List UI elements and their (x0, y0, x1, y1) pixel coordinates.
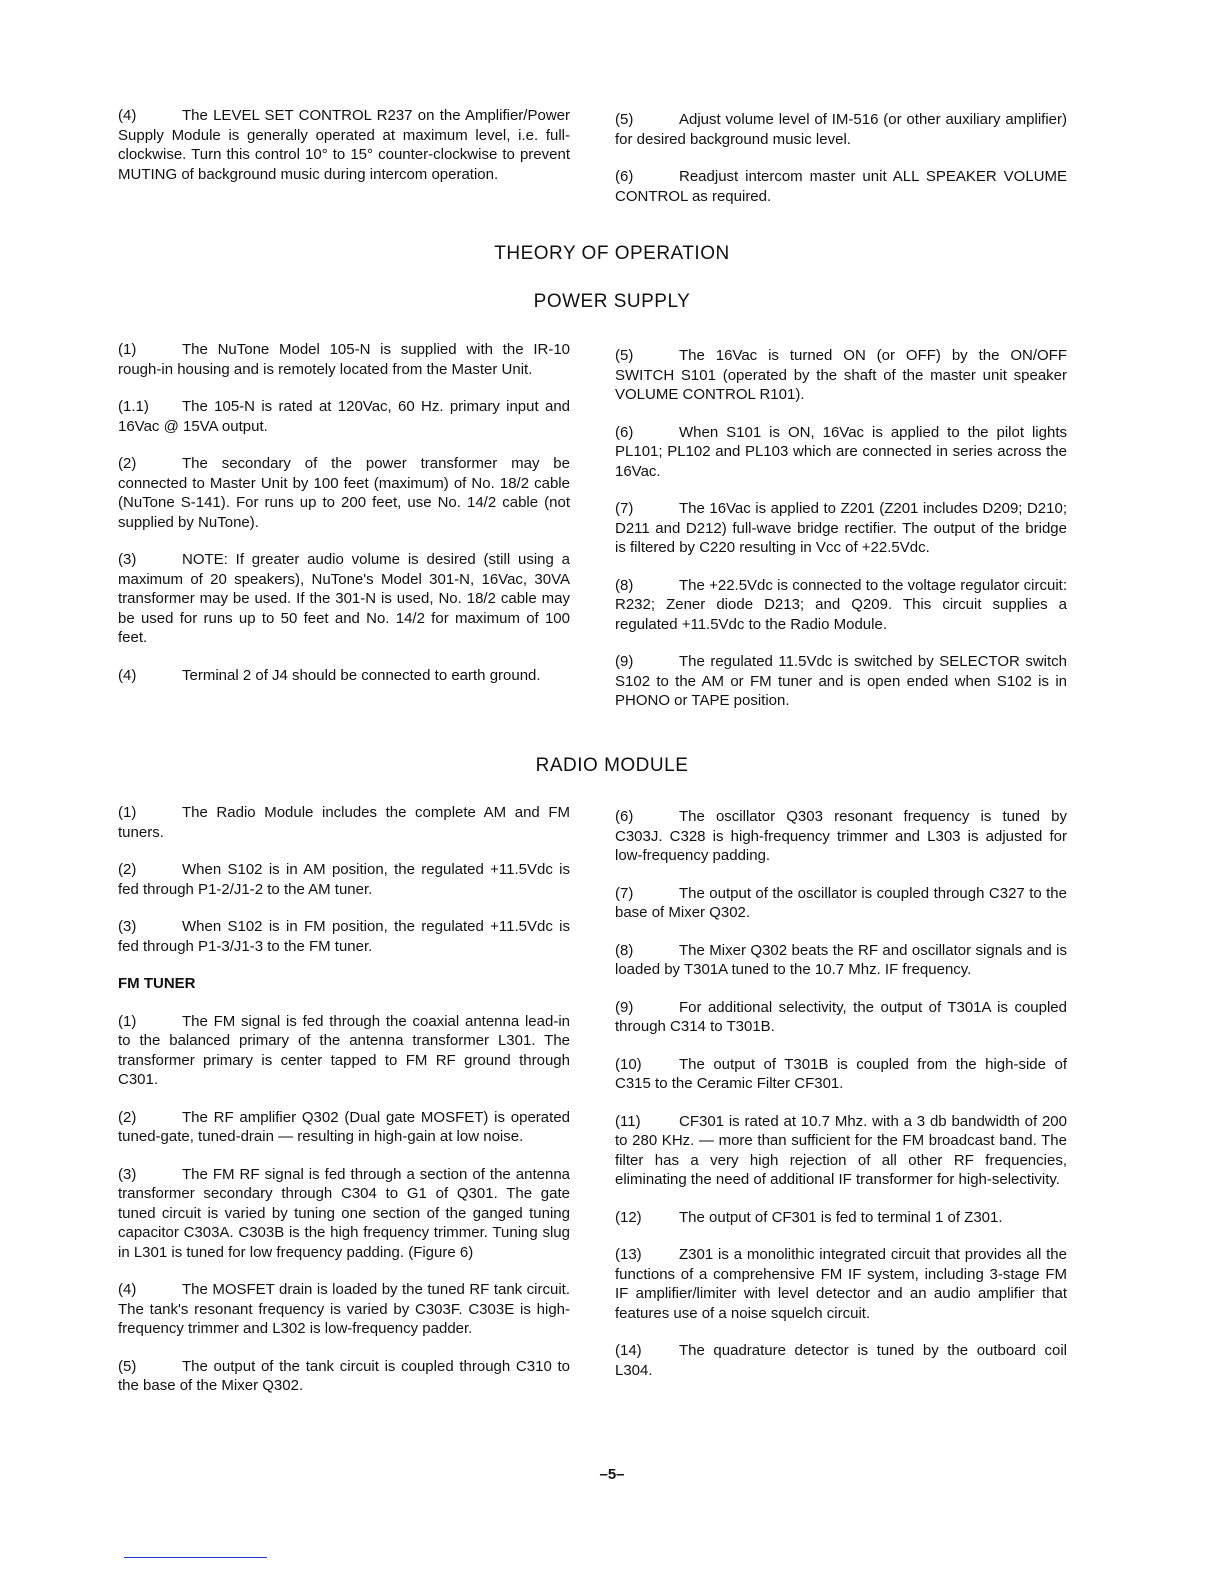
paragraph-number: (2) (118, 1108, 137, 1126)
paragraph-number: (1) (118, 804, 137, 821)
fm-paragraph (118, 1108, 570, 1147)
power-paragraph (118, 397, 570, 436)
paragraph-text: The secondary of the power transformer may be connected to Master Unit by 100 feet (maximum) of No. 18/2 cable (NuTone S-141). For runs up to 200 feet, use No. 14/2 cable (not supplied by NuTone). (118, 455, 570, 531)
paragraph-text: Readjust intercom master unit ALL SPEAKER VOLUME CONTROL as required. (615, 168, 1067, 205)
paragraph-text: For additional selectivity, the output of T301A is coupled through C314 to T301B. (615, 998, 1067, 1035)
power-paragraph (615, 576, 1067, 635)
paragraph-text: Adjust volume level of IM-516 (or other auxiliary amplifier) for desired background music level. (615, 111, 1067, 148)
power-paragraph (118, 550, 570, 648)
paragraph-number: (9) (615, 653, 634, 670)
paragraph-number: (8) (615, 576, 634, 594)
paragraph-number: (12) (615, 1208, 642, 1226)
fm-paragraph (118, 1357, 570, 1396)
radio-right-column (615, 807, 1067, 1380)
paragraph-number: (6) (615, 423, 634, 441)
paragraph-text: The 16Vac is applied to Z201 (Z201 includes D209; D210; D211 and D212) full-wave bridge rectifier. The output of the bridge is filtered by C220 resulting in Vcc of +22.5Vdc. (615, 500, 1067, 556)
paragraph-text: The FM RF signal is fed through a section of the antenna transformer secondary through C304 to G1 of Q301. The gate tuned circuit is varied by tuning one section of the ganged tuning capacitor C303A. C303B is the high frequency trimmer. Tuning slug in L301 is tuned for low frequency padding. (Figure 6) (118, 1165, 570, 1261)
page-number: –5– (599, 1466, 625, 1483)
paragraph-text: CF301 is rated at 10.7 Mhz. with a 3 db bandwidth of 200 to 280 KHz. — more than sufficient for the FM broadcast band. The filter has a very high rejection of all other RF frequencies, eliminating the need of additional IF transformer for high-selectivity. (615, 1112, 1067, 1188)
paragraph-number: (4) (118, 107, 137, 124)
footnote-rule (124, 1557, 267, 1558)
paragraph-text: The Radio Module includes the complete AM and FM tuners. (118, 804, 570, 841)
fm-paragraph (118, 1012, 570, 1090)
radio-paragraph (615, 941, 1067, 980)
paragraph-text: When S102 is in FM position, the regulated +11.5Vdc is fed through P1-3/J1-3 to the FM tuner. (118, 918, 570, 955)
power-supply-heading: POWER SUPPLY (533, 291, 691, 312)
paragraph-number: (13) (615, 1246, 642, 1263)
intro-paragraph (615, 110, 1067, 149)
paragraph-number: (6) (615, 808, 634, 825)
radio-paragraph (615, 1055, 1067, 1094)
power-paragraph (615, 423, 1067, 482)
paragraph-number: (2) (118, 861, 137, 878)
paragraph-text: The LEVEL SET CONTROL R237 on the Amplifier/Power Supply Module is generally operated at maximum level, i.e. full-clockwise. Turn this control 10° to 15° counter-clockwise to prevent MUTING of background music during intercom operation. (118, 107, 570, 183)
power-paragraph (615, 499, 1067, 558)
fm-paragraph (118, 1165, 570, 1263)
paragraph-number: (1) (118, 1012, 137, 1030)
paragraph-number: (4) (118, 1281, 137, 1298)
paragraph-text: The Mixer Q302 beats the RF and oscillator signals and is loaded by T301A tuned to the 10.7 Mhz. IF frequency. (615, 941, 1067, 978)
power-paragraph (118, 340, 570, 379)
paragraph-text: When S102 is in AM position, the regulated +11.5Vdc is fed through P1-2/J1-2 to the AM tuner. (118, 861, 570, 898)
paragraph-text: The +22.5Vdc is connected to the voltage regulator circuit: R232; Zener diode D213; and Q209. This circuit supplies a regulated +11.5Vdc to the Radio Module. (615, 576, 1067, 633)
paragraph-number: (1.1) (118, 398, 149, 415)
paragraph-text: The NuTone Model 105-N is supplied with the IR-10 rough-in housing and is remotely located from the Master Unit. (118, 341, 570, 378)
radio-paragraph (615, 998, 1067, 1037)
paragraph-number: (7) (615, 884, 634, 902)
power-paragraph (615, 652, 1067, 711)
paragraph-number: (3) (118, 1165, 137, 1183)
radio-paragraph (118, 803, 570, 842)
radio-paragraph (615, 1208, 1067, 1228)
fm-tuner-subheading: FM TUNER (118, 975, 196, 992)
paragraph-number: (3) (118, 551, 137, 568)
paragraph-number: (3) (118, 918, 137, 935)
paragraph-number: (9) (615, 998, 634, 1016)
paragraph-text: The output of the oscillator is coupled through C327 to the base of Mixer Q302. (615, 884, 1067, 921)
paragraph-text: When S101 is ON, 16Vac is applied to the pilot lights PL101; PL102 and PL103 which are connected in series across the 16Vac. (615, 423, 1067, 480)
power-paragraph (118, 454, 570, 532)
paragraph-text: The output of CF301 is fed to terminal 1 of Z301. (679, 1208, 1003, 1226)
paragraph-text: NOTE: If greater audio volume is desired (still using a maximum of 20 speakers), NuTone's Model 301-N, 16Vac, 30VA transformer may be used. If the 301-N is used, No. 18/2 cable may be used for runs up to 50 feet and No. 14/2 for maximum of 100 feet. (118, 551, 570, 646)
theory-heading: THEORY OF OPERATION (494, 243, 730, 264)
paragraph-text: Terminal 2 of J4 should be connected to earth ground. (182, 666, 541, 684)
paragraph-text: The FM signal is fed through the coaxial antenna lead-in to the balanced primary of the antenna transformer L301. The transformer primary is center tapped to FM RF ground through C301. (118, 1012, 570, 1088)
paragraph-number: (5) (118, 1357, 137, 1375)
radio-paragraph (118, 860, 570, 899)
paragraph-number: (5) (615, 347, 634, 364)
power-left-column (118, 340, 570, 685)
paragraph-number: (10) (615, 1055, 642, 1073)
power-paragraph (615, 346, 1067, 405)
radio-module-heading: RADIO MODULE (535, 755, 689, 776)
paragraph-text: The output of T301B is coupled from the high-side of C315 to the Ceramic Filter CF301. (615, 1055, 1067, 1092)
power-right-column (615, 346, 1067, 711)
radio-left-column (118, 803, 570, 1396)
intro-paragraph (118, 106, 570, 184)
power-paragraph (118, 666, 570, 686)
radio-paragraph (615, 1112, 1067, 1190)
intro-right-column (615, 110, 1067, 206)
paragraph-number: (5) (615, 111, 634, 128)
radio-paragraph (615, 1341, 1067, 1380)
paragraph-text: The 16Vac is turned ON (or OFF) by the ON/OFF SWITCH S101 (operated by the shaft of the master unit speaker VOLUME CONTROL R101). (615, 347, 1067, 403)
paragraph-number: (7) (615, 500, 634, 517)
paragraph-number: (14) (615, 1342, 642, 1359)
paragraph-text: The MOSFET drain is loaded by the tuned RF tank circuit. The tank's resonant frequency is varied by C303F. C303E is high-frequency trimmer and L302 is low-frequency padder. (118, 1281, 570, 1337)
paragraph-text: The 105-N is rated at 120Vac, 60 Hz. primary input and 16Vac @ 15VA output. (118, 398, 570, 435)
paragraph-number: (2) (118, 455, 137, 472)
radio-paragraph (615, 884, 1067, 923)
paragraph-number: (4) (118, 666, 137, 684)
paragraph-number: (6) (615, 168, 634, 185)
intro-paragraph (615, 167, 1067, 206)
radio-paragraph (118, 917, 570, 956)
radio-paragraph (615, 807, 1067, 866)
paragraph-text: The quadrature detector is tuned by the outboard coil L304. (615, 1342, 1067, 1379)
paragraph-text: The RF amplifier Q302 (Dual gate MOSFET) is operated tuned-gate, tuned-drain — resulting in high-gain at low noise. (118, 1108, 570, 1145)
paragraph-number: (8) (615, 941, 634, 959)
paragraph-text: The regulated 11.5Vdc is switched by SELECTOR switch S102 to the AM or FM tuner and is open ended when S102 is in PHONO or TAPE position. (615, 653, 1067, 709)
paragraph-text: The oscillator Q303 resonant frequency is tuned by C303J. C328 is high-frequency trimmer and L303 is adjusted for low-frequency padding. (615, 808, 1067, 864)
paragraph-number: (1) (118, 341, 137, 358)
paragraph-number: (11) (615, 1112, 641, 1130)
paragraph-text: The output of the tank circuit is coupled through C310 to the base of the Mixer Q302. (118, 1357, 570, 1394)
intro-left-column (118, 106, 570, 184)
fm-paragraph (118, 1280, 570, 1339)
paragraph-text: Z301 is a monolithic integrated circuit that provides all the functions of a comprehensive FM IF system, including 3-stage FM IF amplifier/limiter with level detector and an audio amplifier that features use of a noise squelch circuit. (615, 1246, 1067, 1322)
radio-paragraph (615, 1245, 1067, 1323)
